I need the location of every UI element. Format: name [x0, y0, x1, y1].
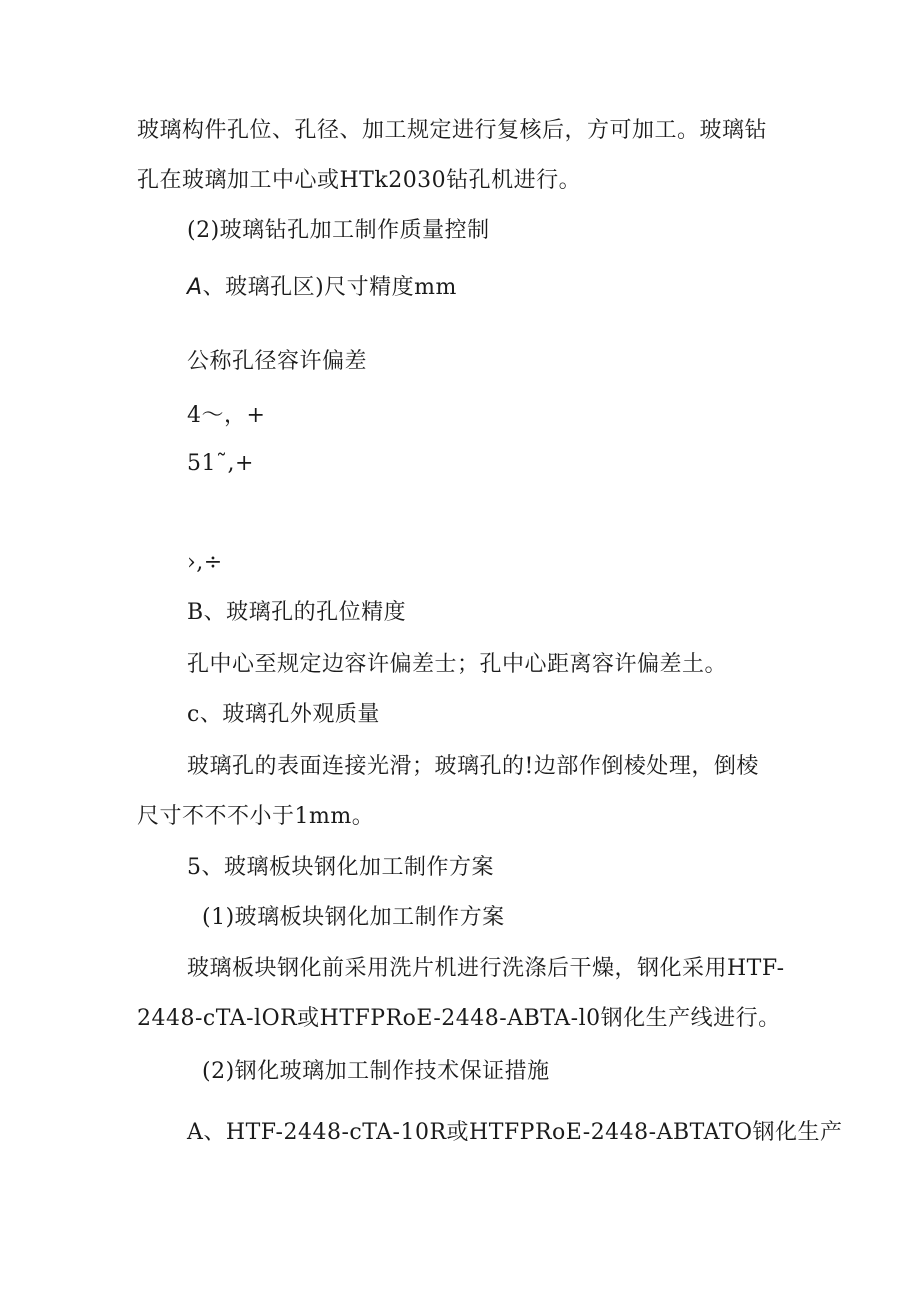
paragraph-line: 玻璃构件孔位、孔径、加工规定进行复核后，方可加工。玻璃钻: [137, 118, 768, 143]
table-value-line: 51˜,+: [187, 451, 254, 476]
paragraph-line: 孔中心至规定边容许偏差士；孔中心距离容许偏差土。: [187, 652, 728, 677]
paragraph-line: 孔在玻璃加工中心或HTk2030钻孔机进行。: [137, 168, 582, 193]
subheading-line: [187, 273, 457, 303]
paragraph-line: A、HTF-2448-cTA-10R或HTFPRoE-2448-ABTATO钢化生产: [187, 1120, 843, 1145]
section-heading: (2)玻璃钻孔加工制作质量控制: [187, 218, 490, 243]
table-value-line: 4～，+: [187, 403, 266, 428]
subheading-line: B、玻璃孔的孔位精度: [187, 600, 407, 625]
paragraph-line: 尺寸不不不小于1mm。: [137, 804, 375, 829]
section-heading: (1)玻璃板块钢化加工制作方案: [202, 905, 505, 930]
table-value-line: ›,÷: [187, 550, 223, 575]
paragraph-line: 玻璃孔的表面连接光滑；玻璃孔的!边部作倒棱处理，倒棱: [187, 754, 759, 779]
subheading-prefix: A: [187, 275, 203, 300]
paragraph-line: 玻璃板块钢化前采用洗片机进行洗涤后干燥，钢化采用HTF-: [187, 956, 785, 981]
subheading-line: c、玻璃孔外观质量: [187, 702, 380, 727]
section-heading: (2)钢化玻璃加工制作技术保证措施: [202, 1059, 550, 1084]
paragraph-line: 2448-cTA-lOR或HTFPRoE-2448-ABTA-l0钢化生产线进行。: [137, 1006, 781, 1031]
table-header-line: 公称孔径容许偏差: [187, 349, 368, 374]
section-heading: 5、玻璃板块钢化加工制作方案: [187, 855, 494, 880]
subheading-text: 、玻璃孔区)尺寸精度mm: [202, 275, 457, 300]
